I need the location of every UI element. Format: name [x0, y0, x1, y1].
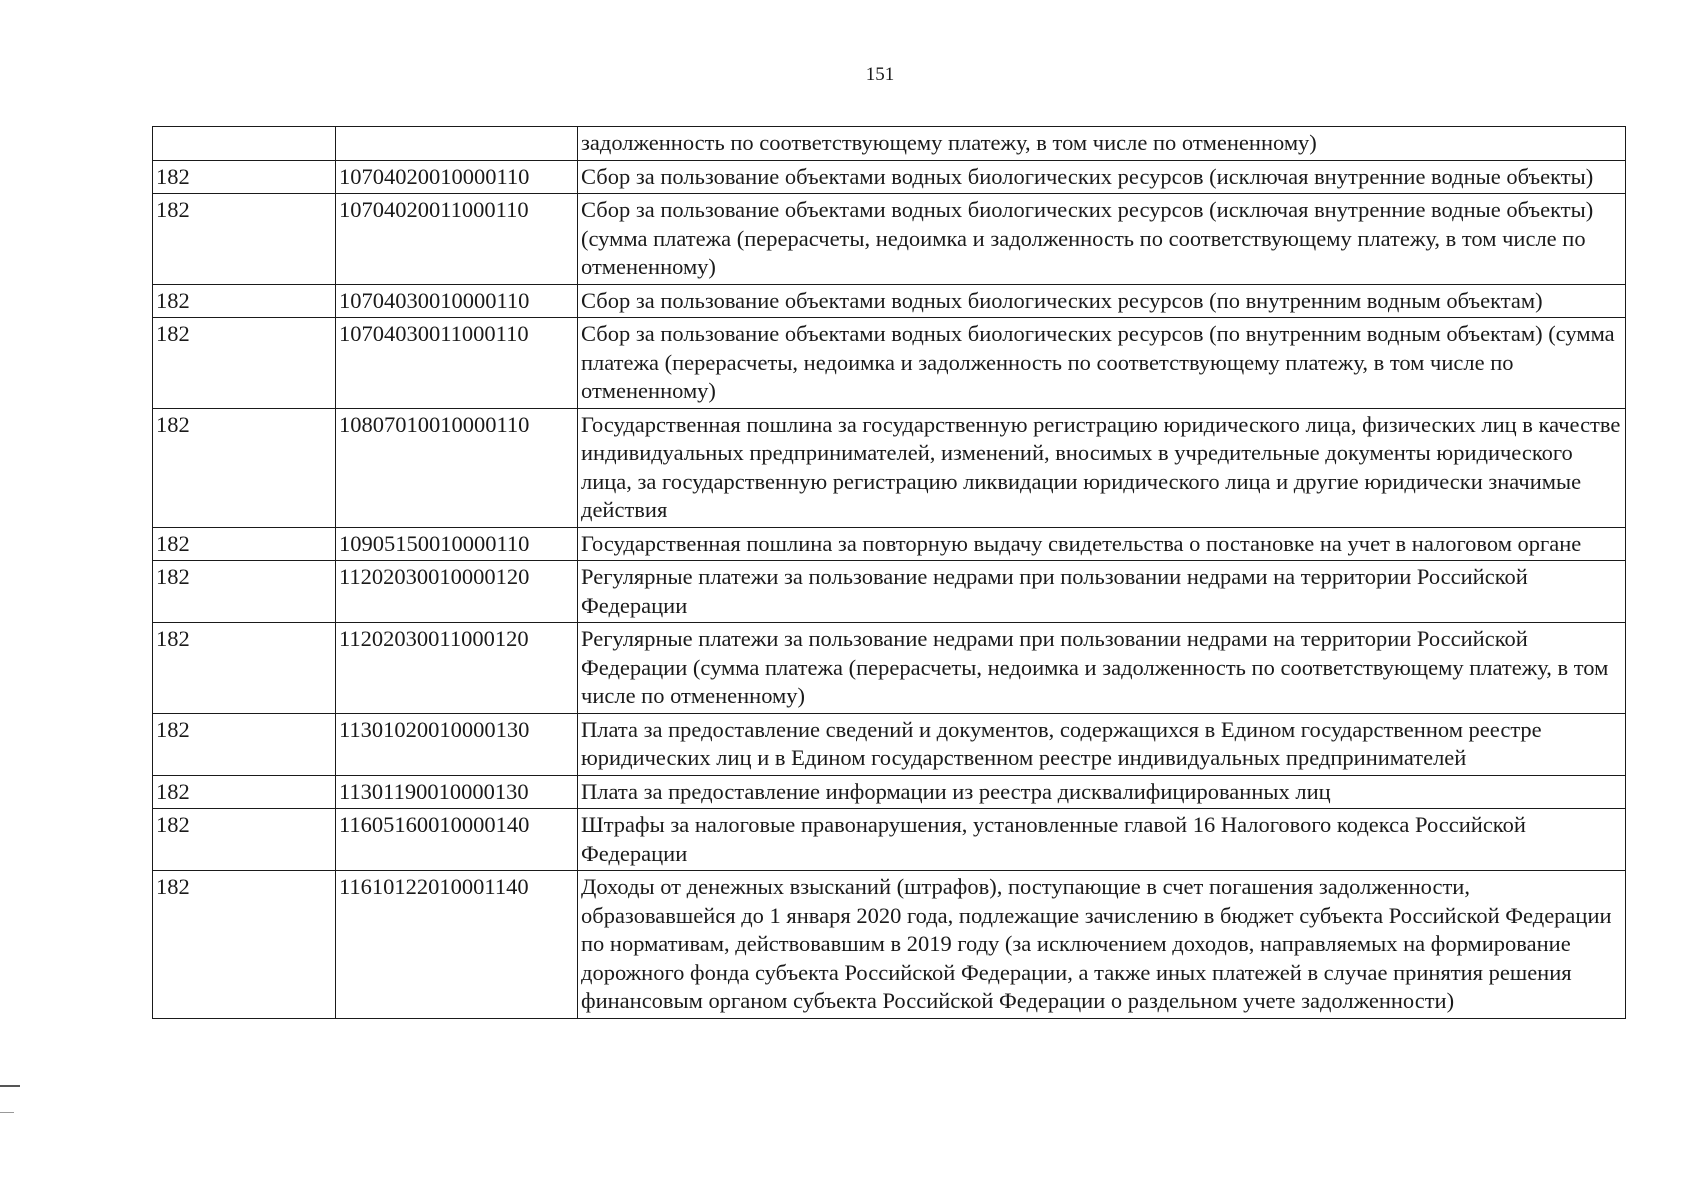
income-code-cell: 11605160010000140	[336, 809, 578, 871]
income-code-cell: 10704020010000110	[336, 160, 578, 194]
admin-code-cell: 182	[153, 194, 336, 285]
admin-code-cell: 182	[153, 713, 336, 775]
income-code-cell: 10704030011000110	[336, 318, 578, 409]
admin-code-cell: 182	[153, 160, 336, 194]
table-body	[153, 127, 1626, 1019]
income-code-cell: 10704020011000110	[336, 194, 578, 285]
income-name-cell: Сбор за пользование объектами водных биологических ресурсов (исключая внутренние водные объекты)	[578, 160, 1626, 194]
table-row	[153, 527, 1626, 561]
scan-artifact	[0, 1112, 14, 1113]
table-row	[153, 809, 1626, 871]
admin-code-cell: 182	[153, 871, 336, 1019]
table-row	[153, 713, 1626, 775]
income-name-cell: Регулярные платежи за пользование недрами при пользовании недрами на территории Российской Федерации	[578, 561, 1626, 623]
admin-code-cell	[153, 127, 336, 161]
income-name-cell: Сбор за пользование объектами водных биологических ресурсов (по внутренним водным объектам) (сумма платежа (перерасчеты, недоимка и задолженность по соответствующему платежу, в том числе по отмененному)	[578, 318, 1626, 409]
income-code-cell: 10704030010000110	[336, 284, 578, 318]
income-name-cell: Государственная пошлина за повторную выдачу свидетельства о постановке на учет в налоговом органе	[578, 527, 1626, 561]
table-row	[153, 775, 1626, 809]
table-row	[153, 623, 1626, 714]
table-row	[153, 194, 1626, 285]
admin-code-cell: 182	[153, 408, 336, 527]
income-code-cell: 11202030010000120	[336, 561, 578, 623]
table-row	[153, 127, 1626, 161]
budget-codes-table	[152, 126, 1626, 1019]
table-row	[153, 284, 1626, 318]
income-code-cell: 10905150010000110	[336, 527, 578, 561]
table-row	[153, 561, 1626, 623]
income-code-cell: 11610122010001140	[336, 871, 578, 1019]
table-row	[153, 160, 1626, 194]
page-number: 151	[865, 64, 895, 85]
admin-code-cell: 182	[153, 318, 336, 409]
table-row	[153, 408, 1626, 527]
admin-code-cell: 182	[153, 527, 336, 561]
income-name-cell: Сбор за пользование объектами водных биологических ресурсов (по внутренним водным объектам)	[578, 284, 1626, 318]
table-row	[153, 871, 1626, 1019]
income-code-cell: 11301190010000130	[336, 775, 578, 809]
admin-code-cell: 182	[153, 809, 336, 871]
income-name-cell: Доходы от денежных взысканий (штрафов), поступающие в счет погашения задолженности, образовавшейся до 1 января 2020 года, подлежащие зачислению в бюджет субъекта Российской Федерации по нормативам, действовавшим в 2019 году (за исключением доходов, направляемых на формирование дорожного фонда субъекта Российской Федерации, а также иных платежей в случае принятия решения финансовым органом субъекта Российской Федерации о раздельном учете задолженности)	[578, 871, 1626, 1019]
table-row	[153, 318, 1626, 409]
income-code-cell: 11301020010000130	[336, 713, 578, 775]
income-name-cell: Плата за предоставление сведений и документов, содержащихся в Едином государственном реестре юридических лиц и в Едином государственном реестре индивидуальных предпринимателей	[578, 713, 1626, 775]
income-code-cell: 11202030011000120	[336, 623, 578, 714]
admin-code-cell: 182	[153, 561, 336, 623]
scan-artifact	[0, 1085, 20, 1087]
income-code-cell: 10807010010000110	[336, 408, 578, 527]
income-code-cell	[336, 127, 578, 161]
income-name-cell: Штрафы за налоговые правонарушения, установленные главой 16 Налогового кодекса Российской Федерации	[578, 809, 1626, 871]
income-name-cell: Государственная пошлина за государственную регистрацию юридического лица, физических лиц в качестве индивидуальных предпринимателей, изменений, вносимых в учредительные документы юридического лица, за государственную регистрацию ликвидации юридического лица и другие юридически значимые действия	[578, 408, 1626, 527]
admin-code-cell: 182	[153, 623, 336, 714]
income-name-cell: Сбор за пользование объектами водных биологических ресурсов (исключая внутренние водные объекты) (сумма платежа (перерасчеты, недоимка и задолженность по соответствующему платежу, в том числе по отмененному)	[578, 194, 1626, 285]
admin-code-cell: 182	[153, 284, 336, 318]
income-name-cell: Регулярные платежи за пользование недрами при пользовании недрами на территории Российской Федерации (сумма платежа (перерасчеты, недоимка и задолженность по соответствующему платежу, в том числе по отмененному)	[578, 623, 1626, 714]
income-name-cell: задолженность по соответствующему платежу, в том числе по отмененному)	[578, 127, 1626, 161]
income-name-cell: Плата за предоставление информации из реестра дисквалифицированных лиц	[578, 775, 1626, 809]
admin-code-cell: 182	[153, 775, 336, 809]
